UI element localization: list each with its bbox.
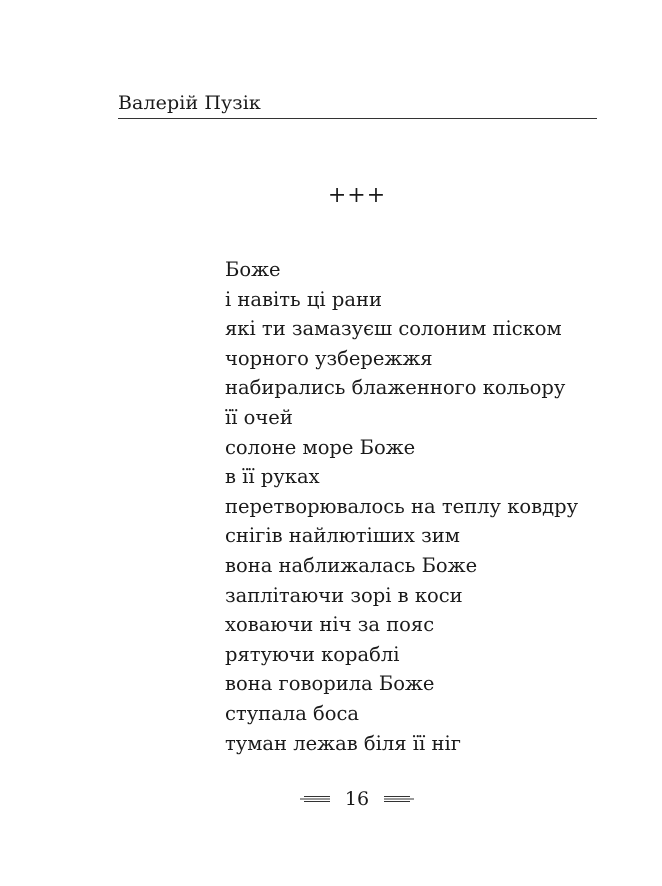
- header-rule: [118, 118, 597, 119]
- poem-line: ступала боса: [225, 701, 360, 725]
- section-mark: +++: [327, 183, 387, 208]
- poem-line: перетворювалось на теплу ковдру: [225, 494, 579, 518]
- left-ornament-lines-icon: [300, 795, 330, 803]
- poem-line: ховаючи ніч за пояс: [225, 613, 435, 637]
- poem-line: її очей: [225, 405, 293, 429]
- poem-line: і навіть ці рани: [225, 287, 382, 311]
- poem-line: рятуючи кораблі: [225, 642, 400, 666]
- poem-line: які ти замазуєш солоним піском: [225, 317, 562, 341]
- poem-line: вона наближалась Боже: [225, 553, 478, 577]
- poem-line: заплітаючи зорі в коси: [225, 583, 463, 607]
- poem-line: чорного узбережжя: [225, 346, 433, 370]
- right-ornament-lines-icon: [384, 795, 414, 803]
- page-folio: [300, 786, 414, 812]
- poem-line: набирались блаженного кольору: [225, 376, 566, 400]
- running-header-author: Валерій Пузік: [118, 92, 261, 114]
- poem-line: вона говорила Боже: [225, 672, 435, 696]
- poem-line: Боже: [225, 258, 281, 281]
- poem-line: солоне море Боже: [225, 435, 416, 459]
- poem-line: в її руках: [225, 465, 320, 489]
- poem-text: [225, 255, 578, 758]
- poem-line: снігів найлютіших зим: [225, 524, 460, 548]
- page-number: 16: [344, 788, 370, 810]
- poem-line: туман лежав біля її ніг: [225, 731, 461, 755]
